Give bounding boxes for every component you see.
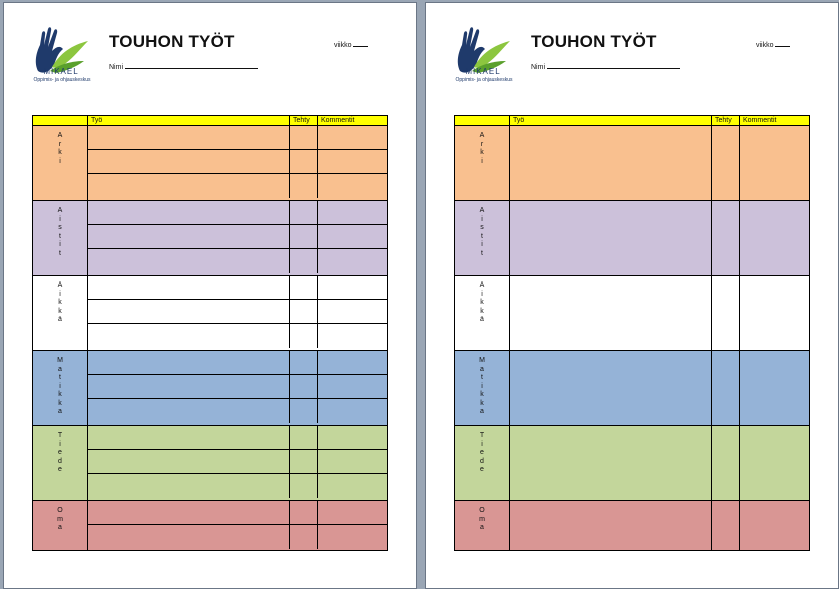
section-label xyxy=(33,426,88,500)
logo-name: MIKAEL xyxy=(465,67,501,76)
worksheet-page-left xyxy=(3,2,417,589)
section-letter: t xyxy=(59,249,61,257)
name-field[interactable] xyxy=(109,64,258,71)
header-comments: Kommentit xyxy=(321,117,355,124)
done-cell[interactable] xyxy=(290,324,318,348)
header-work: Työ xyxy=(88,116,290,125)
section-letter: d xyxy=(58,457,62,465)
work-cell[interactable] xyxy=(88,201,290,224)
section-letter: e xyxy=(58,466,62,473)
section-label xyxy=(455,426,510,500)
section-letter: i xyxy=(59,241,61,248)
section-letter: t xyxy=(481,249,483,257)
week-field[interactable] xyxy=(756,42,790,49)
section-letter: t xyxy=(481,232,483,240)
logo-subtitle: Oppimis- ja ohjauskeskus xyxy=(455,77,513,83)
section-letter: i xyxy=(59,440,61,448)
section-letter: t xyxy=(481,374,483,381)
section-letter: k xyxy=(480,149,484,156)
section-letter: A xyxy=(479,132,485,139)
table-row xyxy=(88,351,387,375)
section-label xyxy=(33,501,88,550)
comment-cell[interactable] xyxy=(740,201,809,275)
section-letter: k xyxy=(58,307,62,315)
comment-cell[interactable] xyxy=(318,249,387,273)
section-letter: i xyxy=(59,215,61,223)
done-cell[interactable] xyxy=(290,351,318,374)
comment-cell[interactable] xyxy=(318,126,387,149)
section-letter: O xyxy=(57,507,63,514)
done-cell[interactable] xyxy=(290,399,318,423)
done-cell[interactable] xyxy=(712,201,740,275)
work-cell[interactable] xyxy=(510,426,712,500)
work-cell[interactable] xyxy=(88,474,290,498)
section-letter: t xyxy=(59,374,61,381)
section-letter: a xyxy=(480,524,484,531)
work-cell[interactable] xyxy=(88,450,290,473)
comment-cell[interactable] xyxy=(318,150,387,173)
table-row xyxy=(88,450,387,474)
done-cell[interactable] xyxy=(290,249,318,273)
table-row xyxy=(88,201,387,225)
section-letter: k xyxy=(58,399,62,407)
section-letter: e xyxy=(480,449,484,456)
section-tiede xyxy=(33,426,387,501)
logo-name: MIKAEL xyxy=(43,67,79,76)
done-cell[interactable] xyxy=(712,126,740,200)
section-letter: e xyxy=(480,466,484,473)
header-subject xyxy=(455,116,510,125)
work-cell[interactable] xyxy=(510,126,712,200)
section-letter: i xyxy=(59,290,61,298)
logo-subtitle: Oppimis- ja ohjauskeskus xyxy=(33,77,91,83)
done-cell[interactable] xyxy=(290,150,318,173)
section-letter: d xyxy=(480,457,484,465)
done-cell[interactable] xyxy=(290,126,318,149)
section-äikkä xyxy=(33,276,387,351)
done-cell[interactable] xyxy=(290,201,318,224)
comment-cell[interactable] xyxy=(318,351,387,374)
section-letter: T xyxy=(57,432,63,439)
section-letter: k xyxy=(58,149,62,156)
section-label xyxy=(455,351,510,425)
comment-cell[interactable] xyxy=(740,501,809,550)
section-letter: a xyxy=(480,408,484,415)
section-letter: A xyxy=(479,207,485,214)
week-label: viikko xyxy=(334,42,352,49)
section-arki xyxy=(455,126,809,201)
section-letter: m xyxy=(479,515,485,523)
table-row xyxy=(88,150,387,174)
section-letter: M xyxy=(479,357,485,364)
done-cell[interactable] xyxy=(290,474,318,498)
table-row xyxy=(88,225,387,249)
section-letter: ä xyxy=(480,316,484,323)
done-cell[interactable] xyxy=(290,450,318,473)
work-cell[interactable] xyxy=(88,150,290,173)
table-row xyxy=(88,174,387,198)
work-cell[interactable] xyxy=(88,276,290,299)
section-matikka xyxy=(455,351,809,426)
section-arki xyxy=(33,126,387,201)
section-letter: O xyxy=(479,507,485,514)
table-row xyxy=(88,300,387,324)
done-cell[interactable] xyxy=(290,426,318,449)
section-letter: M xyxy=(57,357,63,364)
table-header xyxy=(455,116,809,126)
section-aistit xyxy=(455,201,809,276)
work-cell[interactable] xyxy=(88,126,290,149)
name-label: Nimi xyxy=(531,64,545,71)
worksheet-page-right xyxy=(425,2,839,589)
week-label: viikko xyxy=(756,42,774,49)
done-cell[interactable] xyxy=(290,276,318,299)
section-letter: ä xyxy=(58,316,62,323)
table-row xyxy=(88,375,387,399)
section-letter: i xyxy=(481,215,483,223)
table-row xyxy=(88,324,387,348)
comment-cell[interactable] xyxy=(318,225,387,248)
table-row xyxy=(88,399,387,423)
section-letter: e xyxy=(58,449,62,456)
section-letter: a xyxy=(58,365,62,373)
work-cell[interactable] xyxy=(88,300,290,323)
section-letter: a xyxy=(58,408,62,415)
section-letter: r xyxy=(58,140,62,148)
comment-cell[interactable] xyxy=(318,201,387,224)
section-letter: Ä xyxy=(57,282,63,289)
table-row xyxy=(88,525,387,549)
comment-cell[interactable] xyxy=(740,276,809,350)
section-letter: k xyxy=(480,299,484,306)
section-letter: a xyxy=(480,365,484,373)
comment-cell[interactable] xyxy=(318,474,387,498)
work-cell[interactable] xyxy=(88,426,290,449)
section-tiede xyxy=(455,426,809,501)
header-comments: Kommentit xyxy=(743,117,777,124)
comment-cell[interactable] xyxy=(318,324,387,348)
header-subject xyxy=(33,116,88,125)
section-letter: i xyxy=(481,440,483,448)
done-cell[interactable] xyxy=(290,375,318,398)
section-letter: k xyxy=(58,299,62,306)
table-row xyxy=(88,276,387,300)
week-field[interactable] xyxy=(334,42,368,49)
section-letter: s xyxy=(480,224,484,231)
table-row xyxy=(88,126,387,150)
comment-cell[interactable] xyxy=(740,351,809,425)
work-cell[interactable] xyxy=(88,249,290,273)
comment-cell[interactable] xyxy=(318,174,387,198)
section-letter: i xyxy=(481,382,483,390)
section-label xyxy=(455,501,510,550)
comment-cell[interactable] xyxy=(318,426,387,449)
work-cell[interactable] xyxy=(510,501,712,550)
table-row xyxy=(88,426,387,450)
header-work: Työ xyxy=(510,116,712,125)
work-cell[interactable] xyxy=(510,351,712,425)
done-cell[interactable] xyxy=(290,501,318,524)
section-label xyxy=(33,201,88,275)
name-label: Nimi xyxy=(109,64,123,71)
header-done: Tehty xyxy=(712,116,740,125)
section-letter: i xyxy=(481,157,483,165)
task-table xyxy=(454,115,810,551)
header-done: Tehty xyxy=(290,116,318,125)
section-letter: t xyxy=(59,232,61,240)
section-letter: i xyxy=(59,157,61,165)
comment-cell[interactable] xyxy=(318,276,387,299)
section-label xyxy=(455,276,510,350)
table-header xyxy=(33,116,387,126)
section-letter: T xyxy=(479,432,485,439)
comment-cell[interactable] xyxy=(318,501,387,524)
work-cell[interactable] xyxy=(88,324,290,348)
page-title: TOUHON TYÖT xyxy=(531,32,657,51)
section-letter: i xyxy=(481,290,483,298)
comment-cell[interactable] xyxy=(318,450,387,473)
work-cell[interactable] xyxy=(88,375,290,398)
section-oma xyxy=(33,501,387,550)
work-cell[interactable] xyxy=(510,201,712,275)
section-label xyxy=(33,126,88,200)
section-äikkä xyxy=(455,276,809,351)
comment-cell[interactable] xyxy=(318,399,387,423)
section-letter: k xyxy=(480,391,484,398)
section-label xyxy=(33,351,88,425)
section-label xyxy=(455,126,510,200)
section-letter: i xyxy=(59,382,61,390)
name-field[interactable] xyxy=(531,64,680,71)
section-letter: a xyxy=(58,524,62,531)
work-cell[interactable] xyxy=(88,525,290,549)
work-cell[interactable] xyxy=(88,399,290,423)
comment-cell[interactable] xyxy=(740,126,809,200)
work-cell[interactable] xyxy=(88,351,290,374)
comment-cell[interactable] xyxy=(318,525,387,549)
work-cell[interactable] xyxy=(88,174,290,198)
page-title: TOUHON TYÖT xyxy=(109,32,235,51)
section-letter: s xyxy=(58,224,62,231)
section-letter: A xyxy=(57,132,63,139)
section-aistit xyxy=(33,201,387,276)
section-letter: k xyxy=(58,391,62,398)
work-cell[interactable] xyxy=(88,225,290,248)
section-letter: Ä xyxy=(479,282,485,289)
comment-cell[interactable] xyxy=(740,426,809,500)
done-cell[interactable] xyxy=(712,276,740,350)
section-label xyxy=(455,201,510,275)
section-letter: A xyxy=(57,207,63,214)
table-row xyxy=(88,249,387,273)
section-letter: k xyxy=(480,307,484,315)
section-letter: k xyxy=(480,399,484,407)
section-label xyxy=(33,276,88,350)
done-cell[interactable] xyxy=(712,501,740,550)
done-cell[interactable] xyxy=(712,351,740,425)
done-cell[interactable] xyxy=(290,525,318,549)
done-cell[interactable] xyxy=(290,225,318,248)
section-matikka xyxy=(33,351,387,426)
section-letter: r xyxy=(480,140,484,148)
section-letter: i xyxy=(481,241,483,248)
table-row xyxy=(88,474,387,498)
section-letter: m xyxy=(57,515,63,523)
done-cell[interactable] xyxy=(712,426,740,500)
comment-cell[interactable] xyxy=(318,375,387,398)
done-cell[interactable] xyxy=(290,300,318,323)
table-row xyxy=(88,501,387,525)
task-table xyxy=(32,115,388,551)
work-cell[interactable] xyxy=(510,276,712,350)
section-oma xyxy=(455,501,809,550)
done-cell[interactable] xyxy=(290,174,318,198)
work-cell[interactable] xyxy=(88,501,290,524)
comment-cell[interactable] xyxy=(318,300,387,323)
